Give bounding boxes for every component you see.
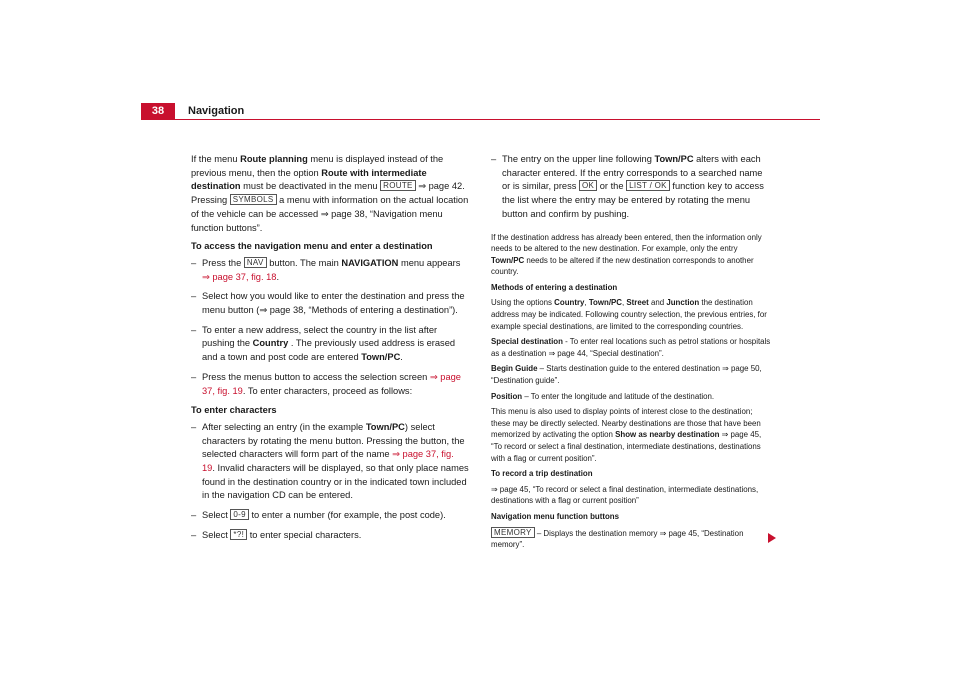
access-heading: To access the navigation menu and enter a destination [191,241,433,252]
text-span: alters with each character entered. If the entry corresponds to a searched name or is similar, press [502,154,763,192]
town-pc-term: Town/PC [491,255,525,265]
text-span: Using the options [491,298,555,308]
right-column [491,153,771,555]
town-pc-term: Town/PC [654,154,694,164]
methods-heading: Methods of entering a destination [491,282,618,292]
text-span: Press the menus button to access the selection screen [202,371,430,382]
town-pc-term: Town/PC [361,352,401,363]
memory-key: MEMORY [491,527,535,538]
text-span: ⇒ page 42. Pressing [191,181,465,206]
text-span: . [276,271,280,282]
text-span: , [584,298,589,308]
town-pc-term: Town/PC [365,421,405,432]
country-term: Country [554,298,585,308]
address-note [491,232,771,278]
step-new-address [191,324,469,365]
text-span: button. The main [266,257,342,268]
begin-guide-term: Begin Guide [491,364,538,374]
figure-reference[interactable]: ⇒ page 37, fig. 19 [202,449,454,474]
navigation-term: NAVIGATION [341,257,399,268]
text-span: If the menu [191,154,241,164]
header-rule [141,119,820,120]
continue-arrow-icon [768,533,776,543]
text-span: . Invalid characters will be displayed, so that only place names found in the destination country or in the indicated town included in the navigation CD can be entered. [202,463,469,501]
trip-heading: To record a trip destination [491,469,593,479]
text-span: menu is displayed instead of the previous menu, then the option [191,154,444,178]
text-span: . [400,352,403,363]
text-span: Select [202,510,231,521]
route-planning-term: Route planning [240,154,308,164]
text-span: the destination address may be indicated. Following country selection, the previous entries, for example special destinations, are limited to the corresponding countries. [491,298,767,331]
poi-paragraph [491,406,771,464]
function-buttons-heading: Navigation menu function buttons [491,511,619,521]
text-span: needs to be altered if the new destination corresponds to another country. [491,255,754,277]
symbols-key: SYMBOLS [230,194,277,205]
text-span: and [648,298,667,308]
step-upper-line-entry [491,153,771,222]
text-span: function key to access the list where the entry may be entered by rotating the menu button and confirm by pushing. [502,181,764,219]
position-term: Position [491,391,523,401]
characters-heading: To enter characters [191,405,277,416]
numbers-key: 0-9 [230,509,248,520]
step-press-nav [191,257,469,284]
text-span: . The previously used address is erased and a town and post code are entered [202,338,456,363]
figure-reference[interactable]: ⇒ page 37, fig. 18 [202,271,277,282]
route-intermediate-term: Route with intermediate destination [191,167,427,192]
text-span: If the destination address has already been entered, then the information only needs to be altered to the new destination. For example, only the entry [491,232,762,254]
running-header: Navigation [188,105,245,117]
nearby-destination-term: Show as nearby destination [615,430,720,440]
text-span: to enter special characters. [247,529,362,540]
text-span: To enter a new address, select the country in the list after pushing the [202,324,438,349]
junction-term: Junction [666,298,700,308]
street-term: Street [626,298,649,308]
notes-block [491,232,771,551]
step-selection-screen [191,371,469,398]
route-key: ROUTE [380,180,416,191]
special-destination-term: Special destination [491,337,563,347]
nav-key: NAV [244,257,267,268]
position-paragraph [491,391,771,403]
text-span: The entry on the upper line following [502,154,655,164]
text-span: to enter a number (for example, the post code). [248,510,446,521]
text-span: – To enter the longitude and latitude of the destination. [522,391,715,401]
begin-guide-paragraph [491,363,771,386]
text-span: , [621,298,627,308]
page-number-tab [141,103,175,119]
text-span: – Starts destination guide to the entered destination ⇒ page 50, “Destination guide”. [491,364,762,386]
text-span: ) select characters by rotating the menu button. Pressing the button, the selected characters will form part of the name [202,421,465,460]
text-span: . To enter characters, proceed as follows: [242,385,413,396]
text-span: – Displays the destination memory ⇒ page 45, “Destination memory”. [491,528,744,550]
text-span: a menu with information on the actual location of the vehicle can be accessed ⇒ page 38, “Navigation menu function buttons”. [191,195,469,233]
intro-paragraph [191,153,469,235]
ok-key: OK [579,180,597,191]
special-chars-key: *?! [230,529,247,540]
memory-paragraph [491,527,771,551]
left-column [191,153,469,549]
step-select-method: – Select how you would like to enter the destination and press the menu button (⇒ page 38, “Methods of entering a destination”). [191,290,469,317]
list-ok-key: LIST / OK [626,180,670,191]
text-span: Select [202,529,231,540]
text-span: or the [597,181,627,192]
figure-reference[interactable]: ⇒ page 37, fig. 19 [202,371,461,396]
text-span: Press the [202,257,244,268]
country-term: Country [252,338,289,349]
text-span: This menu is also used to display points of interest close to the destination; these may be directly selected. Nearby destinations are those that have been memorized by activating the option [491,407,761,440]
step-select-characters [191,421,469,503]
text-span: menu appears [398,257,461,268]
step-numbers [191,509,469,523]
page-number: 38 [151,105,165,117]
step-special-characters [191,529,469,543]
text-span: - To enter real locations such as petrol stations or hospitals as a destination ⇒ page 44, “Special destination”. [491,337,771,358]
text-span: After selecting an entry (in the example [202,421,366,432]
town-pc-term: Town/PC [588,298,622,308]
special-destination-paragraph [491,336,771,359]
text-span: ⇒ page 45, “To record or select a final destination, intermediate destinations, destinations with a flag or current position”. [491,430,762,463]
text-span: must be deactivated in the menu [240,181,381,192]
trip-paragraph: ⇒ page 45, “To record or select a final destination, intermediate destinations, destinations with a flag or current position” [491,484,759,506]
methods-paragraph [491,297,771,332]
